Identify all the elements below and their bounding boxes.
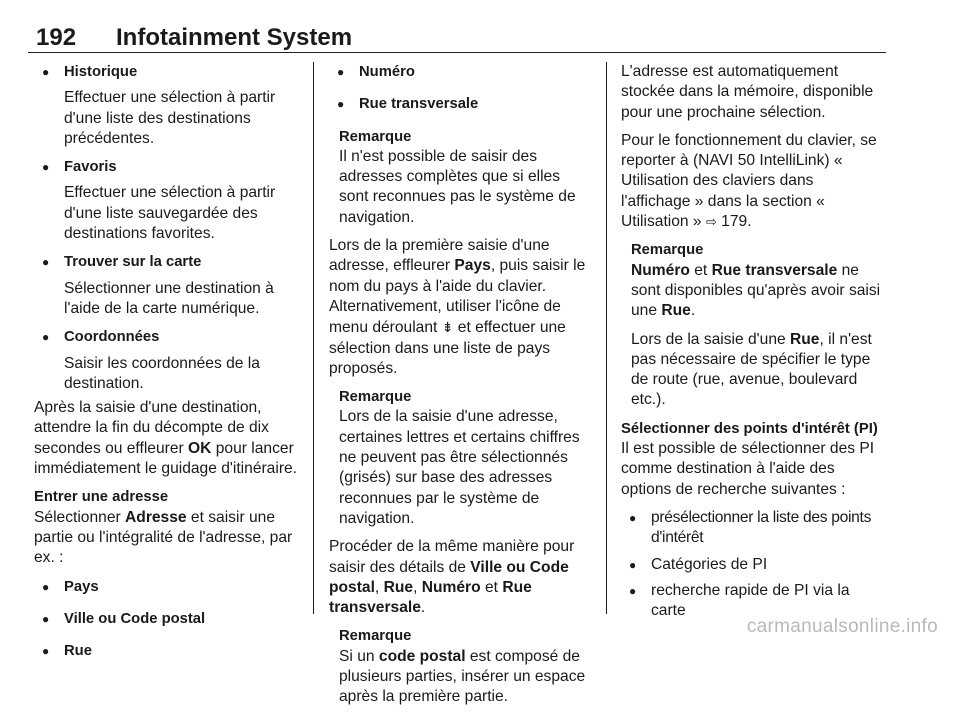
note-text: Il n'est possible de saisir des adresses complètes que si elles sont reconnues pas le système de navigation. (339, 147, 576, 226)
bold-term: Numéro (421, 578, 481, 596)
heading-poi: Sélectionner des points d'intérêt (PI) (621, 420, 878, 437)
note-heading: Remarque (339, 628, 412, 645)
bold-term: Rue transversale (329, 578, 532, 617)
item-desc: Sélectionner une destination à l'aide de la carte numérique. (64, 279, 274, 317)
note-heading: Remarque (339, 128, 412, 145)
page-header (28, 22, 886, 53)
column-1 (34, 62, 302, 673)
text: Après la saisie d'une destination, attendre la fin du décompte de dix secondes ou effleurer (34, 399, 269, 457)
text: est composé de plusieurs parties, insérer un espace après la première partie. (339, 647, 586, 706)
text: et effectuer une sélection dans une liste de pays proposés. (329, 319, 566, 377)
list-item (34, 252, 302, 319)
text: Lors de la saisie d'une (631, 330, 791, 348)
list-item (34, 609, 302, 629)
note-heading: Remarque (631, 242, 704, 259)
heading-address: Entrer une adresse (34, 489, 169, 506)
paragraph (621, 131, 886, 232)
list-item (34, 577, 302, 597)
item-title: ● Catégories de PI (651, 555, 768, 573)
bold-term: Rue (383, 578, 414, 596)
note-box (339, 387, 592, 529)
address-label: Adresse (125, 508, 187, 526)
paragraph (34, 398, 302, 479)
item-title: ● Rue (64, 643, 92, 660)
watermark: carmanualsonline.info (746, 616, 938, 637)
item-title: ● recherche rapide de PI via la carte (651, 581, 850, 620)
text: , puis saisir le nom du pays à l'aide du clavier. Alternativement, utiliser l'icône de menu déroulant (329, 257, 586, 337)
note-box (339, 127, 592, 228)
bold-term: Ville ou Code postal (329, 558, 569, 596)
note-heading: Remarque (339, 389, 412, 406)
note-box (339, 626, 592, 707)
text: Procéder de la même manière pour saisir des détails de (329, 538, 575, 576)
item-title: ● Historique (64, 64, 138, 80)
item-desc: Effectuer une sélection à partir d'une liste des destinations précédentes. (64, 89, 276, 147)
text: , (413, 578, 422, 596)
section-title: Infotainment System (116, 24, 353, 51)
list-item (34, 641, 302, 661)
list-item (34, 62, 302, 149)
list-item (621, 555, 886, 575)
text: , il n'est pas nécessaire de spécifier le type de route (rue, avenue, boulevard etc.). (631, 330, 872, 409)
text: et saisir une partie ou l'intégralité de l'adresse, par ex. : (34, 508, 293, 567)
text: Si un (339, 647, 379, 665)
note-box (631, 240, 886, 410)
column-3 (621, 62, 886, 627)
text: Pour le fonctionnement du clavier, se reporter à (NAVI 50 IntelliLink) « Utilisation des claviers dans l'affichage » dans la section « Utilisation » (621, 131, 877, 231)
note-text: Lors de la saisie d'une adresse, certaines lettres et certains chiffres ne peuvent pas être sélectionnés (grisés) sur base des adresses reconnues par le système de navigation. (339, 408, 580, 527)
item-title: ● Coordonnées (64, 329, 160, 346)
column-divider (606, 62, 607, 614)
item-title: ● Trouver sur la carte (64, 254, 202, 271)
item-title: ● Numéro (359, 64, 415, 80)
text: Lors de la première saisie d'une adresse, effleurer (329, 237, 550, 275)
item-title: ● Favoris (64, 159, 117, 176)
paragraph (329, 236, 592, 379)
item-desc: Saisir les coordonnées de la destination. (64, 354, 260, 392)
bold-term: Numéro (631, 261, 690, 279)
paragraph: Il est possible de sélectionner des PI comme destination à l'aide des options de recherche suivantes : (621, 440, 875, 498)
item-title: ● Pays (64, 578, 99, 595)
text: . (690, 302, 696, 320)
bold-term: Rue transversale (711, 261, 838, 279)
list-item (329, 94, 592, 114)
ok-label: OK (188, 439, 212, 457)
text: Sélectionner (34, 508, 126, 526)
paragraph (34, 508, 302, 569)
paragraph: L'adresse est automatiquement stockée dans la mémoire, disponible pour une prochaine sélection. (621, 63, 874, 121)
list-item (329, 62, 592, 82)
text: et (689, 261, 712, 279)
item-title: ● présélectionner la liste des points d'intérêt (651, 508, 872, 547)
item-title: ● Ville ou Code postal (64, 610, 206, 627)
column-divider (313, 62, 314, 614)
bold-term: Rue (661, 302, 691, 320)
column-2 (329, 62, 592, 716)
country-label: Pays (454, 257, 491, 275)
page-reference: 179. (716, 213, 752, 231)
text: et (480, 578, 503, 596)
dropdown-menu-icon: ⇟ (441, 319, 454, 336)
list-item (621, 508, 886, 549)
page-reference-arrow-icon: ⇨ (705, 214, 717, 230)
list-item (34, 157, 302, 244)
item-title: ● Rue transversale (359, 96, 479, 113)
note-paragraph (631, 330, 886, 411)
text: pour lancer immédiatement le guidage d'itinéraire. (34, 439, 298, 478)
list-item (34, 327, 302, 394)
page-number: 192 (36, 24, 77, 51)
bold-term: Rue (790, 330, 820, 348)
text: . (420, 599, 426, 617)
bold-term: code postal (378, 647, 466, 665)
text: ne sont disponibles qu'après avoir saisi une (631, 261, 881, 320)
paragraph (329, 537, 592, 618)
item-desc: Effectuer une sélection à partir d'une liste sauvegardée des destinations favorites. (64, 184, 276, 243)
text: , (374, 578, 384, 596)
